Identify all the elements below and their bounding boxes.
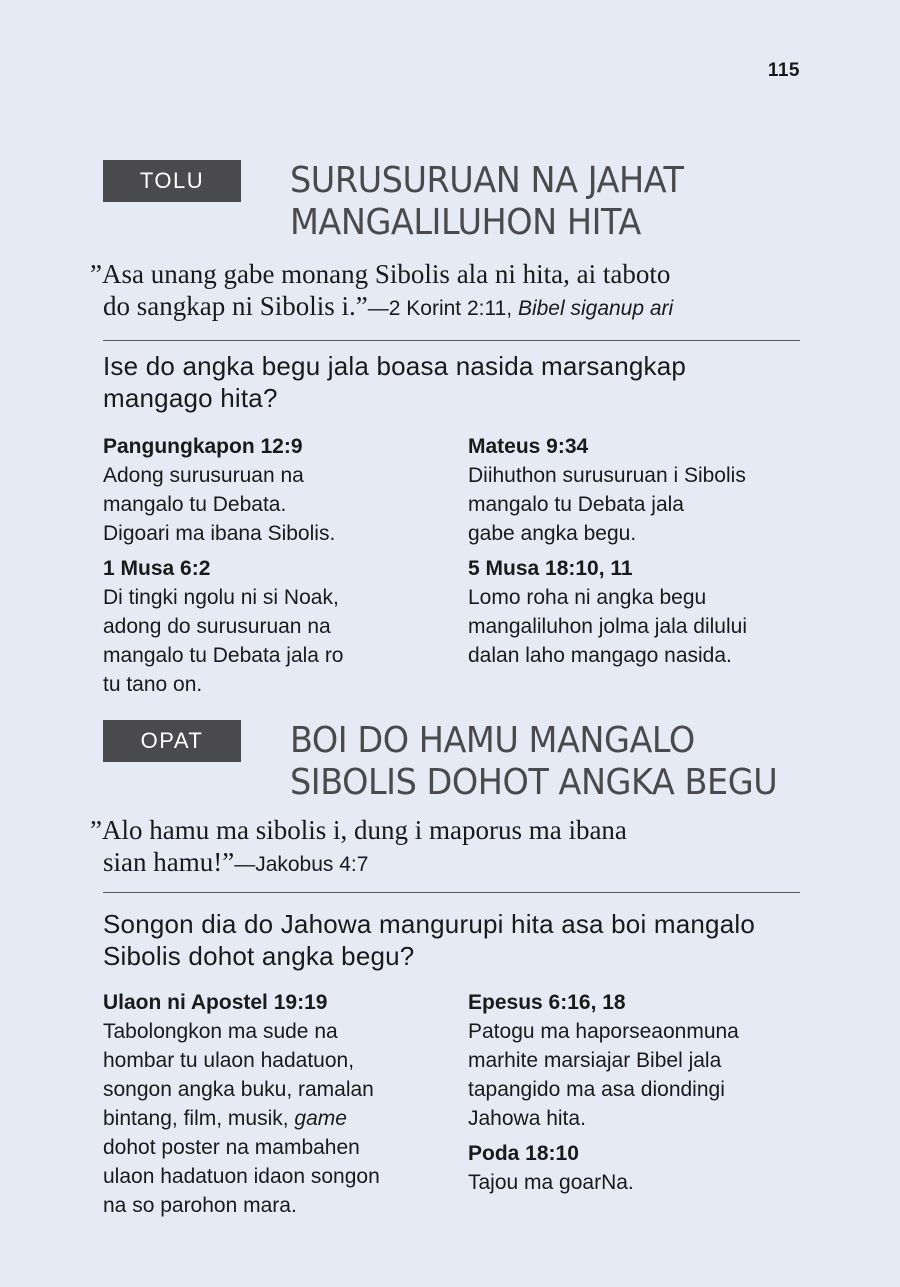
scripture-summary: Diihuthon surusuruan i Sibolis mangalo tu Debata jala gabe angka begu. — [468, 464, 746, 545]
section-question — [103, 908, 803, 972]
divider — [103, 340, 800, 341]
scripture-item — [468, 554, 808, 670]
section-label: OPAT — [103, 720, 241, 762]
scripture-quote — [90, 814, 805, 881]
scripture-item — [103, 432, 443, 548]
scripture-column-left — [103, 988, 443, 1226]
scripture-reference: Epesus 6:16, 18 — [468, 991, 626, 1014]
scripture-reference: Pangungkapon 12:9 — [103, 435, 303, 458]
quote-reference: —2 Korint 2:11, Bibel siganup ari — [367, 297, 674, 320]
scripture-column-left — [103, 432, 443, 705]
scripture-summary: Adong surusuruan na mangalo tu Debata. Digoari ma ibana Sibolis. — [103, 464, 336, 545]
section-label: TOLU — [103, 160, 241, 202]
section-title-line: SIBOLIS DOHOT ANGKA BEGU — [290, 762, 778, 803]
scripture-item — [103, 554, 443, 699]
quote-line: do sangkap ni Sibolis i.” — [103, 291, 368, 321]
scripture-summary: Tabolongkon ma sude na hombar tu ulaon hadatuon, songon angka buku, ramalan bintang, film, musik, game dohot poster na mambahen ulaon hadatuon idaon songon na so parohon mara. — [103, 1020, 380, 1217]
section-title-line: BOI DO HAMU MANGALO — [290, 720, 695, 761]
scripture-reference: Ulaon ni Apostel 19:19 — [103, 991, 328, 1014]
page-number: 115 — [767, 60, 800, 81]
quote-line: ”Alo hamu ma sibolis i, dung i maporus ma ibana — [90, 815, 627, 845]
section-title — [290, 160, 811, 244]
scripture-reference: Poda 18:10 — [468, 1142, 579, 1165]
question-line: mangago hita? — [103, 383, 278, 413]
scripture-summary: Tajou ma goarNa. — [468, 1171, 634, 1194]
scripture-reference: Mateus 9:34 — [468, 435, 589, 458]
scripture-summary: Lomo roha ni angka begu mangaliluhon jolma jala dilului dalan laho mangago nasida. — [468, 586, 747, 667]
question-line: Songon dia do Jahowa mangurupi hita asa boi mangalo — [103, 909, 755, 939]
scripture-item — [103, 988, 443, 1220]
scripture-reference: 1 Musa 6:2 — [103, 557, 211, 580]
scripture-item — [468, 432, 808, 548]
scripture-summary-italic: game — [294, 1107, 347, 1130]
question-line: Ise do angka begu jala boasa nasida marsangkap — [103, 351, 687, 381]
scripture-column-right — [468, 988, 808, 1203]
question-line: Sibolis dohot angka begu? — [103, 941, 415, 971]
scripture-reference: 5 Musa 18:10, 11 — [468, 557, 633, 580]
scripture-quote — [90, 258, 805, 325]
quote-reference-italic: Bibel siganup ari — [517, 297, 674, 320]
quote-reference: —Jakobus 4:7 — [234, 853, 369, 876]
divider — [103, 892, 800, 893]
section-question — [103, 350, 803, 414]
scripture-summary: Patogu ma haporseaonmuna marhite marsiajar Bibel jala tapangido ma asa diondingi Jahowa hita. — [468, 1020, 739, 1130]
section-title — [290, 720, 811, 804]
scripture-column-right — [468, 432, 808, 676]
scripture-summary: Di tingki ngolu ni si Noak, adong do surusuruan na mangalo tu Debata jala ro tu tano on. — [103, 586, 344, 696]
scripture-item — [468, 1139, 808, 1197]
section-title-line: MANGALILUHON HITA — [290, 202, 641, 243]
quote-line: sian hamu!” — [103, 847, 235, 877]
quote-line: ”Asa unang gabe monang Sibolis ala ni hita, ai taboto — [90, 259, 671, 289]
section-title-line: SURUSURUAN NA JAHAT — [290, 160, 684, 201]
scripture-item — [468, 988, 808, 1133]
